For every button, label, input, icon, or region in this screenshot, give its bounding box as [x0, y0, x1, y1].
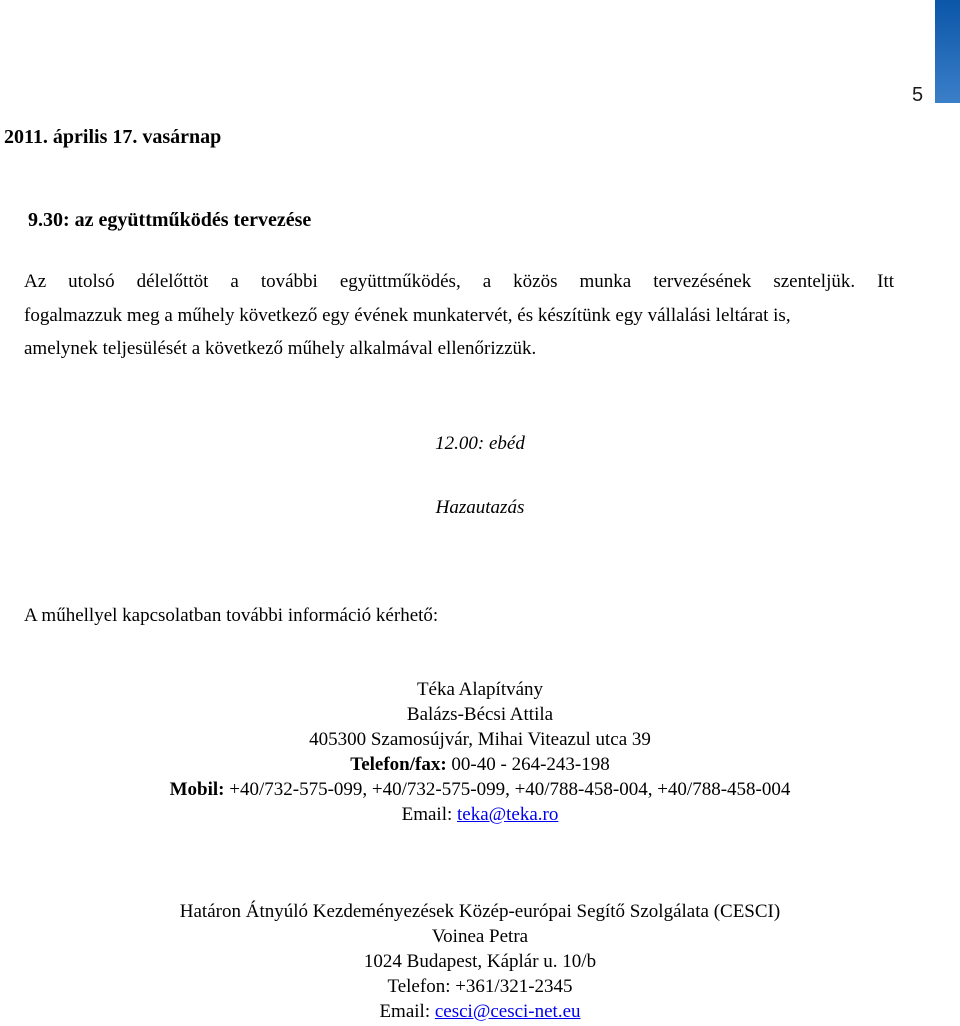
schedule-departure: Hazautazás [435, 497, 525, 518]
contact2-email-label: Email: [379, 1001, 431, 1022]
contact1-person: Balázs-Bécsi Attila [406, 704, 554, 725]
contact1-email-label: Email: [401, 804, 453, 825]
contact1-mobile-label: Mobil: [169, 779, 225, 800]
contact1-address: 405300 Szamosújvár, Mihai Viteazul utca 39 [309, 729, 651, 750]
info-intro: A műhellyel kapcsolatban további információ kérhető: [24, 605, 439, 626]
contact2-email-link[interactable]: cesci@cesci-net.eu [434, 1001, 581, 1022]
contact1-phone-value: 00-40 - 264-243-198 [451, 754, 610, 775]
contact-block-teka [0, 677, 960, 827]
contact1-org: Téka Alapítvány [416, 679, 544, 700]
page-accent-bar [935, 0, 960, 103]
paragraph-line-3: amelynek teljesülését a következő műhely alkalmával ellenőrizzük. [24, 338, 537, 359]
contact2-address: 1024 Budapest, Káplár u. 10/b [363, 951, 597, 972]
schedule-lunch: 12.00: ebéd [435, 433, 525, 454]
date-heading: 2011. április 17. vasárnap [4, 126, 222, 148]
contact1-phone-label: Telefon/fax: [350, 754, 447, 775]
paragraph-line-1: Az utolsó délelőttöt a további együttműködés, a közös munka tervezésének szenteljük. Itt [24, 271, 894, 292]
page-number: 5 [912, 84, 924, 106]
contact1-mobile-value: +40/732-575-099, +40/732-575-099, +40/788-458-004, +40/788-458-004 [229, 779, 791, 800]
contact-block-cesci [0, 899, 960, 1024]
contact2-email [0, 999, 960, 1024]
paragraph-line-2: fogalmazzuk meg a műhely következő egy évének munkatervét, és készítünk egy vállalási leltárat is, [24, 305, 791, 326]
contact2-org: Határon Átnyúló Kezdeményezések Közép-európai Segítő Szolgálata (CESCI) [179, 901, 781, 922]
contact1-email-link[interactable]: teka@teka.ro [457, 804, 559, 825]
contact2-person: Voinea Petra [431, 926, 529, 947]
contact1-email [0, 802, 960, 827]
contact2-phone: Telefon: +361/321-2345 [387, 976, 573, 997]
contact1-mobile [0, 777, 960, 802]
contact1-phone [0, 752, 960, 777]
section-heading: 9.30: az együttműködés tervezése [28, 209, 312, 231]
